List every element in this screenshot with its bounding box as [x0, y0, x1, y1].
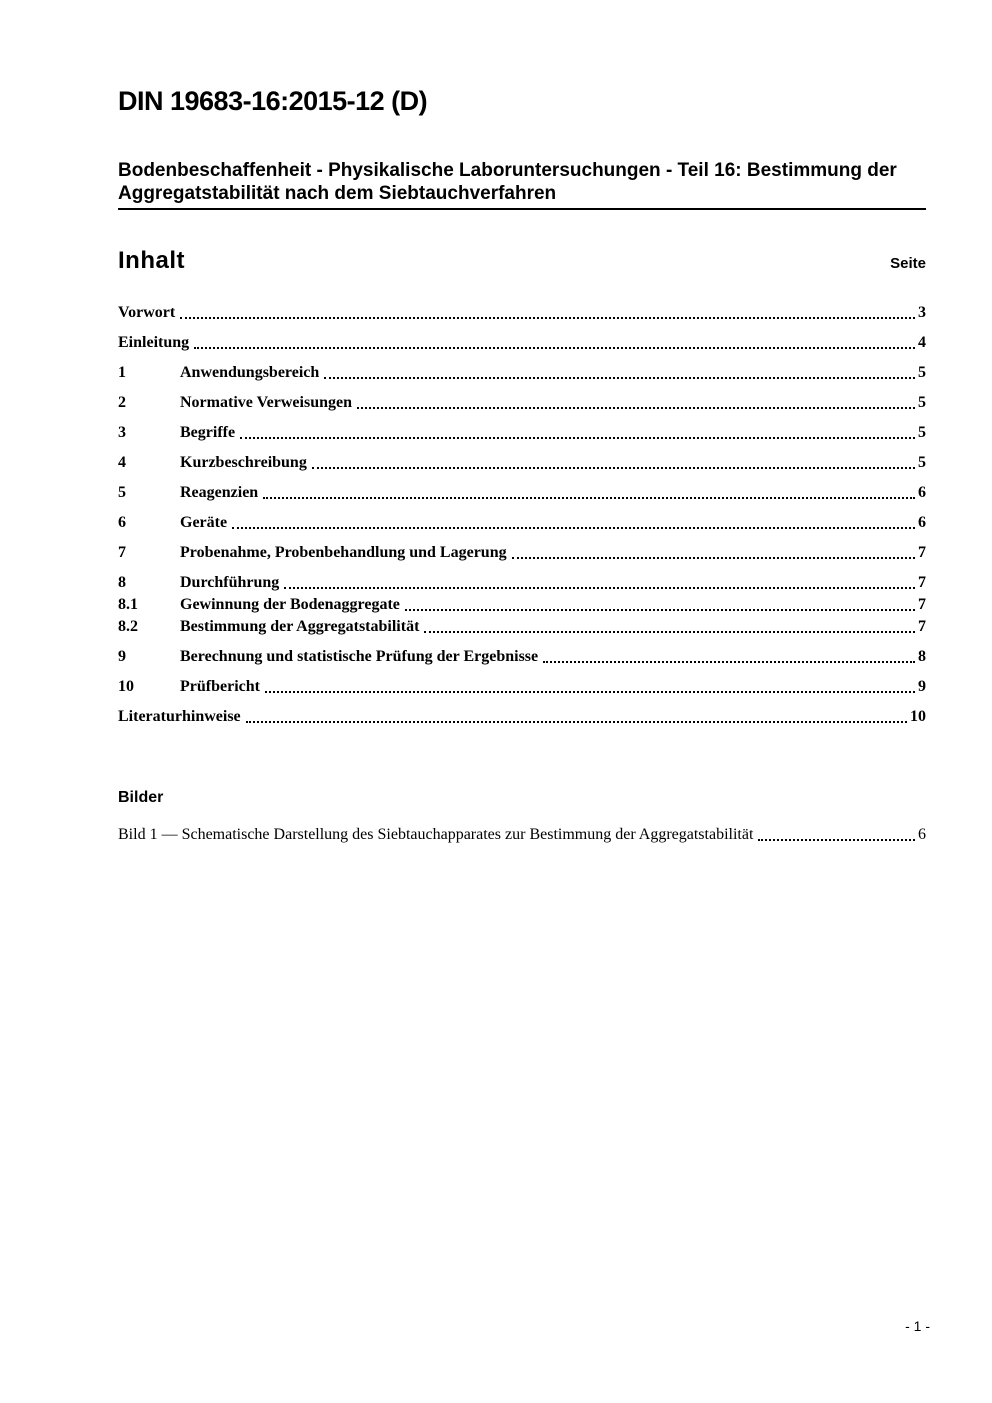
toc-entry-label: Gewinnung der Bodenaggregate [180, 596, 400, 613]
toc-page-column-label: Seite [890, 255, 926, 272]
toc-entry [118, 483, 926, 503]
toc-entry-label: Einleitung [118, 334, 190, 351]
leader-dots [263, 497, 915, 499]
leader-dots [405, 609, 915, 611]
leader-dots [543, 661, 915, 663]
leader-dots [180, 317, 915, 319]
toc-entry-number: 10 [118, 678, 134, 695]
toc-entry-page: 5 [918, 394, 926, 411]
toc-entry [118, 453, 926, 473]
leader-dots [265, 691, 915, 693]
toc-header [118, 247, 926, 275]
leader-dots [324, 377, 915, 379]
toc-entry-label: Probenahme, Probenbehandlung und Lagerung [180, 544, 507, 561]
toc-entry-label: Geräte [180, 514, 228, 531]
document-subtitle: Bodenbeschaffenheit - Physikalische Laboruntersuchungen - Teil 16: Bestimmung der Aggregatstabilität nach dem Siebtauchverfahren [118, 160, 897, 204]
toc-entry [118, 423, 926, 443]
toc-entry [118, 393, 926, 413]
toc-entry [118, 543, 926, 563]
toc-entry-page: 4 [918, 334, 926, 351]
document-title: DIN 19683-16:2015-12 (D) [118, 86, 428, 116]
title-rule [118, 208, 926, 210]
toc-entry-label: Begriffe [180, 424, 236, 441]
toc-entry-page: 6 [918, 514, 926, 531]
toc-entry-page: 9 [918, 678, 926, 695]
toc-entry-page: 7 [918, 574, 926, 591]
leader-dots [357, 407, 915, 409]
leader-dots [512, 557, 915, 559]
leader-dots [232, 527, 915, 529]
leader-dots [424, 631, 915, 633]
toc-entry-label: Reagenzien [180, 484, 259, 501]
toc-entry-number: 6 [118, 514, 126, 531]
toc-entry-label: Vorwort [118, 304, 176, 321]
toc-entry [118, 363, 926, 383]
leader-dots [194, 347, 915, 349]
figure-entry-label: Bild 1 — Schematische Darstellung des Siebtauchapparates zur Bestimmung der Aggregatstabilität [118, 826, 754, 843]
toc-entry [118, 677, 926, 697]
toc-entry-number: 3 [118, 424, 126, 441]
toc-entry-label: Berechnung und statistische Prüfung der Ergebnisse [180, 648, 539, 665]
toc-entry-page: 5 [918, 364, 926, 381]
toc-entry-page: 3 [918, 304, 926, 321]
toc-entry-page: 10 [910, 708, 926, 725]
toc-entry [118, 647, 926, 667]
toc-entry [118, 595, 926, 615]
toc-entry-number: 5 [118, 484, 126, 501]
toc-entry [118, 513, 926, 533]
toc-entry [118, 333, 926, 353]
toc-entry-label: Kurzbeschreibung [180, 454, 307, 471]
leader-dots [312, 467, 915, 469]
toc-entry [118, 573, 926, 593]
toc-entry-page: 5 [918, 424, 926, 441]
toc-entry-page: 6 [918, 484, 926, 501]
toc-entry-number: 2 [118, 394, 126, 411]
toc-entry [118, 303, 926, 323]
leader-dots [246, 721, 907, 723]
toc-entry-label: Literaturhinweise [118, 708, 241, 725]
toc-entry-label: Bestimmung der Aggregatstabilität [180, 618, 420, 635]
document-content [118, 0, 926, 845]
leader-dots [758, 839, 915, 841]
toc-entry-page: 7 [918, 618, 926, 635]
toc-entry-page: 5 [918, 454, 926, 471]
toc-heading: Inhalt [118, 247, 185, 274]
toc-entry-number: 4 [118, 454, 126, 471]
page-footer-number: - 1 - [905, 1318, 930, 1334]
figure-entry-page: 6 [918, 826, 926, 843]
toc-entry-number: 7 [118, 544, 126, 561]
toc-entry [118, 707, 926, 727]
toc-entry-number: 8 [118, 574, 126, 591]
figure-entry [118, 825, 926, 845]
toc-entry-label: Durchführung [180, 574, 280, 591]
toc-entry-label: Normative Verweisungen [180, 394, 352, 411]
toc-entry [118, 617, 926, 637]
toc-list [118, 303, 926, 727]
leader-dots [284, 587, 915, 589]
toc-entry-label: Prüfbericht [180, 678, 260, 695]
figures-list [118, 825, 926, 845]
toc-entry-label: Anwendungsbereich [180, 364, 320, 381]
toc-entry-page: 7 [918, 596, 926, 613]
toc-entry-page: 8 [918, 648, 926, 665]
figures-heading: Bilder [118, 789, 164, 806]
toc-entry-number: 8.2 [118, 618, 138, 635]
toc-entry-number: 1 [118, 364, 126, 381]
toc-entry-number: 9 [118, 648, 126, 665]
toc-entry-number: 8.1 [118, 596, 138, 613]
leader-dots [240, 437, 915, 439]
toc-entry-page: 7 [918, 544, 926, 561]
